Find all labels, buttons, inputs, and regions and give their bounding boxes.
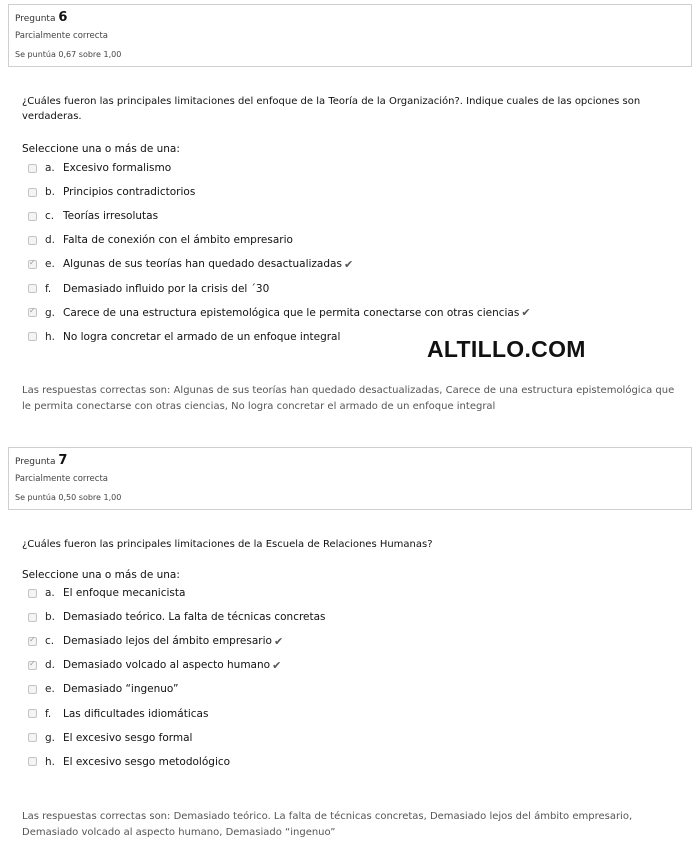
option-letter: e.: [45, 258, 55, 271]
option-text: Demasiado “ingenuo”: [63, 683, 179, 696]
option-letter: d.: [45, 659, 56, 672]
option-text: El excesivo sesgo formal: [63, 731, 193, 744]
option-letter: g.: [45, 306, 56, 319]
question-6-grade: Se puntúa 0,67 sobre 1,00: [15, 50, 122, 59]
question-6-answers: [28, 156, 531, 349]
question-7-option-f[interactable]: [28, 701, 326, 725]
question-7-info: [8, 447, 692, 510]
option-letter: h.: [45, 755, 55, 768]
option-checkbox[interactable]: [28, 637, 37, 646]
correct-check-icon: ✔: [273, 634, 284, 648]
option-checkbox[interactable]: [28, 308, 37, 317]
option-checkbox[interactable]: [28, 332, 37, 341]
option-checkbox[interactable]: [28, 661, 37, 670]
option-checkbox[interactable]: [28, 589, 37, 598]
question-6-option-f[interactable]: [28, 276, 531, 300]
option-text: El enfoque mecanicista: [63, 587, 186, 600]
option-letter: d.: [45, 234, 56, 247]
option-checkbox[interactable]: [28, 188, 37, 197]
question-6-state: Parcialmente correcta: [15, 31, 108, 41]
question-7-right-answer: Las respuestas correctas son: Demasiado teórico. La falta de técnicas concretas, Demasiado lejos del ámbito empresario, Demasiado volcado al aspecto humano, Demasiado “ingenuo”: [22, 811, 633, 838]
option-checkbox[interactable]: [28, 613, 37, 622]
option-text: Algunas de sus teorías han quedado desactualizadas: [63, 258, 342, 271]
question-6-prompt: Seleccione una o más de una:: [22, 143, 180, 155]
option-letter: f.: [45, 282, 52, 295]
option-text: Carece de una estructura epistemológica que le permita conectarse con otras ciencias: [63, 306, 520, 319]
option-checkbox[interactable]: [28, 685, 37, 694]
option-text: Falta de conexión con el ámbito empresario: [63, 234, 293, 247]
option-letter: h.: [45, 330, 55, 343]
question-7-option-b[interactable]: [28, 605, 326, 629]
option-checkbox[interactable]: [28, 709, 37, 718]
question-7-state: Parcialmente correcta: [15, 474, 108, 484]
option-checkbox[interactable]: [28, 164, 37, 173]
option-checkbox[interactable]: [28, 260, 37, 269]
option-text: Demasiado lejos del ámbito empresario: [63, 635, 272, 648]
question-6-text: ¿Cuáles fueron las principales limitaciones del enfoque de la Teoría de la Organización?. Indique cuales de las opciones son verdaderas.: [22, 96, 641, 122]
question-7-prompt: Seleccione una o más de una:: [22, 569, 180, 581]
question-7-text: ¿Cuáles fueron las principales limitaciones de la Escuela de Relaciones Humanas?: [22, 539, 433, 550]
option-checkbox[interactable]: [28, 212, 37, 221]
option-letter: f.: [45, 707, 52, 720]
option-letter: g.: [45, 731, 56, 744]
question-7-grade: Se puntúa 0,50 sobre 1,00: [15, 493, 122, 502]
option-letter: a.: [45, 587, 55, 600]
question-6-option-b[interactable]: [28, 180, 531, 204]
question-6-number: Pregunta 6: [15, 10, 68, 25]
option-text: Principios contradictorios: [63, 186, 196, 199]
option-checkbox[interactable]: [28, 733, 37, 742]
question-7-answers: [28, 581, 326, 774]
question-6-info: [8, 4, 692, 67]
correct-check-icon: ✔: [343, 257, 354, 271]
question-7-number: Pregunta 7: [15, 453, 68, 468]
option-checkbox[interactable]: [28, 284, 37, 293]
question-6-option-c[interactable]: [28, 204, 531, 228]
option-text: Demasiado volcado al aspecto humano: [63, 659, 271, 672]
option-letter: b.: [45, 611, 56, 624]
option-letter: b.: [45, 186, 56, 199]
option-text: Excesivo formalismo: [63, 162, 172, 175]
option-text: El excesivo sesgo metodológico: [63, 755, 231, 768]
question-7-option-h[interactable]: [28, 750, 326, 774]
option-checkbox[interactable]: [28, 236, 37, 245]
question-7-option-g[interactable]: [28, 726, 326, 750]
watermark: ALTILLO.COM: [427, 336, 586, 362]
question-6-option-e[interactable]: [28, 252, 531, 276]
question-6-option-d[interactable]: [28, 228, 531, 252]
option-checkbox[interactable]: [28, 757, 37, 766]
option-letter: c.: [45, 635, 55, 648]
option-text: Demasiado teórico. La falta de técnicas concretas: [63, 611, 326, 624]
question-7-option-a[interactable]: [28, 581, 326, 605]
question-7-option-e[interactable]: [28, 677, 326, 701]
question-6-option-g[interactable]: [28, 301, 531, 325]
question-6-right-answer: Las respuestas correctas son: Algunas de sus teorías han quedado desactualizadas, Carece de una estructura epistemológica que le permita conectarse con otras ciencias, No logra concretar el armado de un enfoque integral: [22, 385, 675, 412]
option-letter: c.: [45, 210, 55, 223]
correct-check-icon: ✔: [521, 306, 531, 320]
question-7-option-d[interactable]: [28, 653, 326, 677]
option-letter: a.: [45, 162, 55, 175]
option-text: No logra concretar el armado de un enfoque integral: [63, 330, 341, 343]
option-text: Las dificultades idiomáticas: [63, 707, 209, 720]
correct-check-icon: ✔: [272, 658, 282, 672]
question-6-option-a[interactable]: [28, 156, 531, 180]
option-text: Demasiado influido por la crisis del ´30: [63, 282, 270, 295]
option-letter: e.: [45, 683, 55, 696]
question-7-option-c[interactable]: [28, 629, 326, 653]
option-text: Teorías irresolutas: [63, 210, 159, 223]
